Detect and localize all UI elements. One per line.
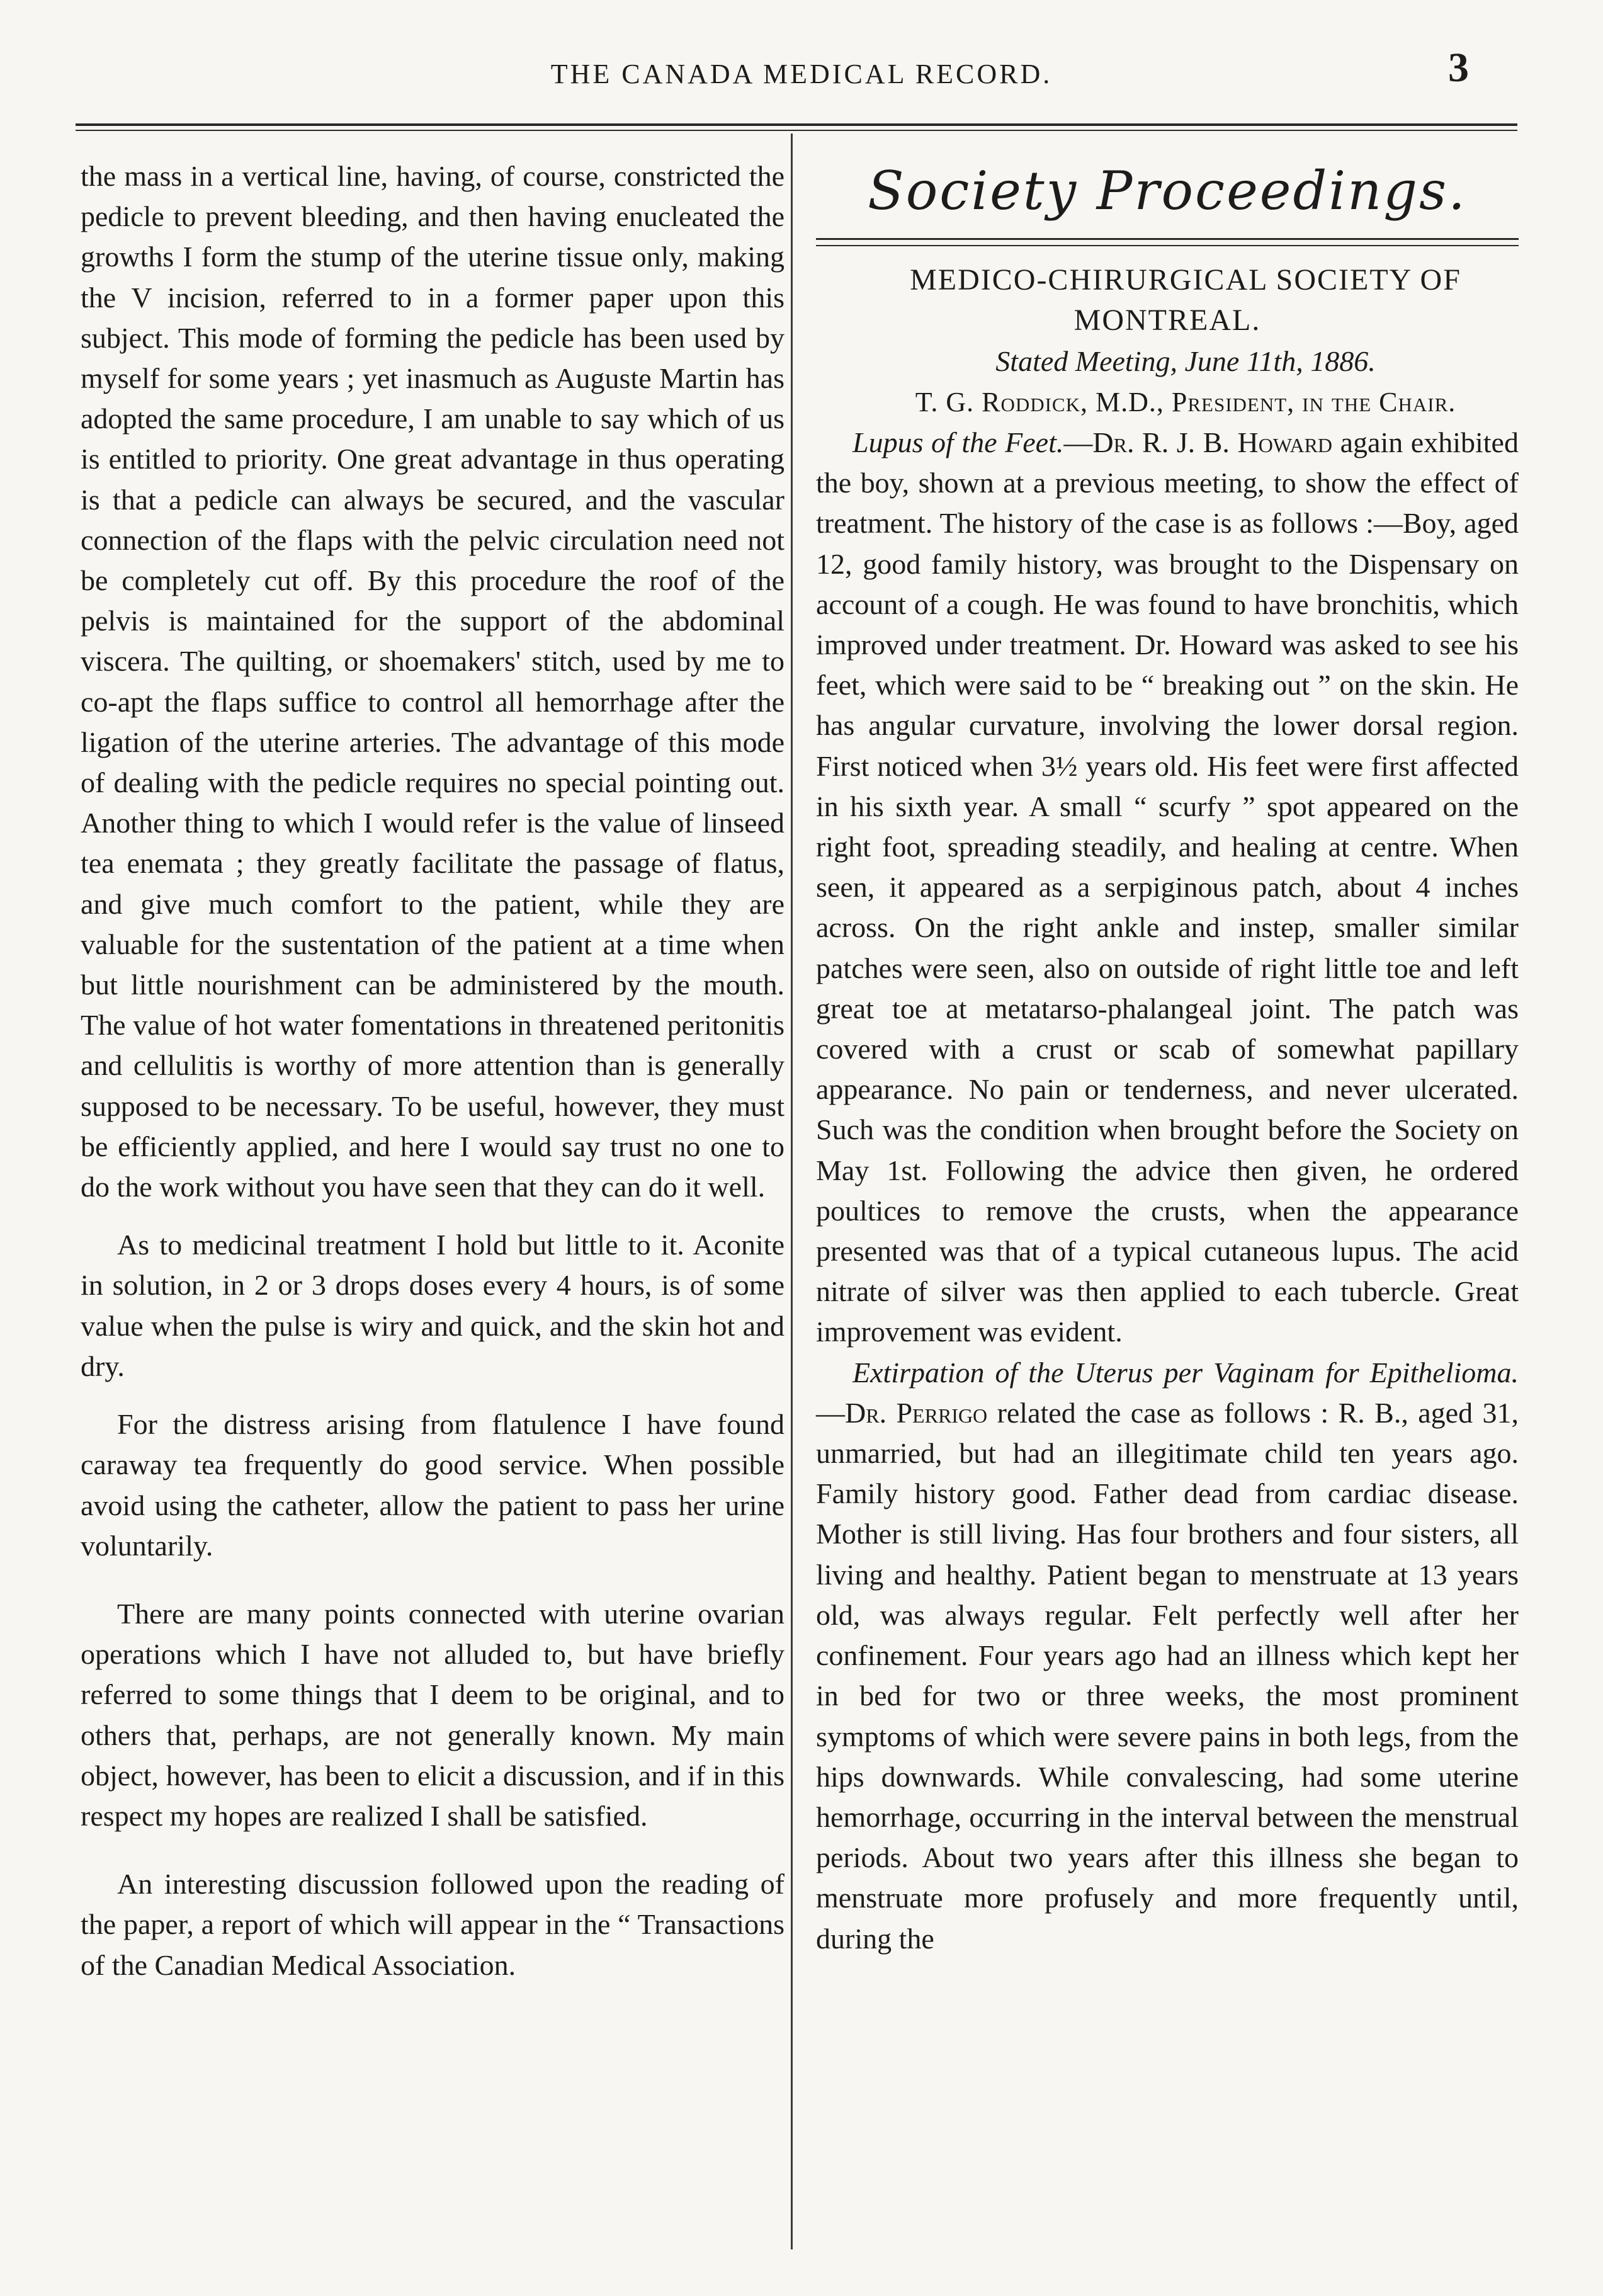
header-rule-thin — [76, 130, 1517, 131]
section-rule — [816, 238, 1519, 240]
paragraph-discussion: An interesting discussion followed upon the reading of the paper, a report of which will appear in the “ Transactions of the Canadian Medical Association. — [81, 1868, 785, 1981]
paragraph-flatulence: For the distress arising from flatulence I have found caraway tea frequently do good service. When possible avoid using the catheter, allow the patient to pass her urine voluntarily. — [81, 1408, 785, 1562]
case-extirpation: Extirpation of the Uterus per Vaginam for Epithelioma.—Dr. Perrigo related the case as follows : R. B., aged 31, unmarried, but had an illegitimate child ten years ago. Family history good. Father dead from cardiac disease. Mother is still living. Has four brothers and four sisters, all living and healthy. Patient began to menstruate at 13 years old, was always regular. Felt perfectly well after her confinement. Four years ago had an illness which kept her in bed for two or three weeks, the most prominent symptoms of which were severe pains in both legs, from the hips downwards. While convalescing, had some uterine hemorrhage, occurring in the interval between the menstrual periods. About two years after this illness she began to menstruate more profusely and more frequently until, during the — [816, 1356, 1519, 1955]
section-rule-thin — [816, 245, 1519, 246]
case-heading: Lupus of the Feet. — [852, 426, 1064, 458]
society-name: MEDICO-CHIRURGICAL SOCIETY OF MONTREAL. — [910, 263, 1461, 337]
section-title: Society Proceedings. — [868, 160, 1467, 222]
case-heading: Extirpation of the Uterus per Vaginam for Epithelioma. — [852, 1356, 1519, 1389]
page-number: 3 — [1448, 45, 1469, 91]
column-divider — [791, 134, 793, 2249]
case-speaker: Dr. R. J. B. Howard — [1092, 426, 1333, 458]
left-column — [81, 156, 785, 1986]
case-lupus: Lupus of the Feet.—Dr. R. J. B. Howard again exhibited the boy, shown at a previous meeting, to show the effect of treatment. The history of the case is as follows :—Boy, aged 12, good family history, was brought to the Dispensary on account of a cough. He was found to have bronchitis, which improved under treatment. Dr. Howard was asked to see his feet, which were said to be “ breaking out ” on the skin. He has angular curvature, involving the lower dorsal region. First noticed when 3½ years old. His feet were first affected in his sixth year. A small “ scurfy ” spot appeared on the right foot, spreading steadily, and healing at centre. When seen, it appeared as a serpiginous patch, about 4 inches across. On the right ankle and instep, smaller similar patches were seen, also on outside of right little toe and left great toe at metatarso-phalangeal joint. The patch was covered with a crust or scab of somewhat papillary appearance. No pain or tenderness, and never ulcerated. Such was the condition when brought before the Society on May 1st. Following the advice then given, he ordered poultices to remove the crusts, when the appearance presented was that of a typical cutaneous lupus. The acid nitrate of silver was then applied to each tubercle. Great improvement was evident. — [816, 426, 1519, 1348]
case-text: related the case as follows : R. B., aged 31, unmarried, but had an illegitimate child ten years ago. Family history good. Father dead from cardiac disease. Mother is still living. Has four brothers and four sisters, all living and healthy. Patient began to menstruate at 13 years old, was always regular. Felt perfectly well after her confinement. Four years ago had an illness which kept her in bed for two or three weeks, the most prominent symptoms of which were severe pains in both legs, from the hips downwards. While convalescing, had some uterine hemorrhage, occurring in the interval between the menstrual periods. About two years after this illness she began to menstruate more profusely and more frequently until, during the — [816, 1396, 1519, 1955]
header-rule — [76, 123, 1517, 126]
chair-line: T. G. Roddick, M.D., President, in the Chair. — [915, 387, 1456, 418]
case-speaker: Dr. Perrigo — [845, 1396, 988, 1429]
case-text: again exhibited the boy, shown at a previous meeting, to show the effect of treatment. The history of the case is as follows :—Boy, aged 12, good family history, was brought to the Dispensary on account of a cough. He was found to have bronchitis, which improved under treatment. Dr. Howard was asked to see his feet, which were said to be “ breaking out ” on the skin. He has angular curvature, involving the lower dorsal region. First noticed when 3½ years old. His feet were first affected in his sixth year. A small “ scurfy ” spot appeared on the right foot, spreading steadily, and healing at centre. When seen, it appeared as a serpiginous patch, about 4 inches across. On the right ankle and instep, smaller similar patches were seen, also on outside of right little toe and left great toe at metatarso-phalangeal joint. The patch was covered with a crust or scab of somewhat papillary appearance. No pain or tenderness, and never ulcerated. Such was the condition when brought before the Society on May 1st. Following the advice then given, he ordered poultices to remove the crusts, when the appearance presented was that of a typical cutaneous lupus. The acid nitrate of silver was then applied to each tubercle. Great improvement was evident. — [816, 426, 1519, 1348]
paragraph-medicinal-treatment: As to medicinal treatment I hold but little to it. Aconite in solution, in 2 or 3 drops doses every 4 hours, is of some value when the pulse is wiry and quick, and the skin hot and dry. — [81, 1229, 785, 1382]
right-column — [816, 150, 1519, 1959]
paragraph-continued: the mass in a vertical line, having, of course, constricted the pedicle to prevent bleeding, and then having enucleated the growths I form the stump of the uterine tissue only, making the V incision, referred to in a former paper upon this subject. This mode of forming the pedicle has been used by myself for some years ; yet inasmuch as Auguste Martin has adopted the same procedure, I am unable to say which of us is entitled to priority. One great advantage in thus operating is that a pedicle can always be secured, and the vascular connection of the flaps with the pelvic circulation need not be completely cut off. By this procedure the roof of the pelvis is maintained for the support of the abdominal viscera. The quilting, or shoemakers' stitch, used by me to co-apt the flaps suffice to control all hemorrhage after the ligation of the uterine arteries. The advantage of this mode of dealing with the pedicle requires no special pointing out. Another thing to which I would refer is the value of linseed tea enemata ; they greatly facilitate the passage of flatus, and give much comfort to the patient, while they are valuable for the sustentation of the patient at a time when but little nourishment can be administered by the mouth. The value of hot water fomentations in threatened peritonitis and cellulitis is worthy of more attention than is generally supposed to be necessary. To be useful, however, they must be efficiently applied, and here I would say trust no one to do the work without you have seen that they can do it well. — [81, 160, 785, 1203]
paragraph-conclusion: There are many points connected with uterine ovarian operations which I have not alluded to, but have briefly referred to some things that I deem to be original, and to others that, perhaps, are not generally known. My main object, however, has been to elicit a discussion, and if in this respect my hopes are realized I shall be satisfied. — [81, 1597, 785, 1832]
meeting-date: Stated Meeting, June 11th, 1886. — [995, 345, 1376, 377]
running-title: THE CANADA MEDICAL RECORD. — [550, 59, 1053, 89]
